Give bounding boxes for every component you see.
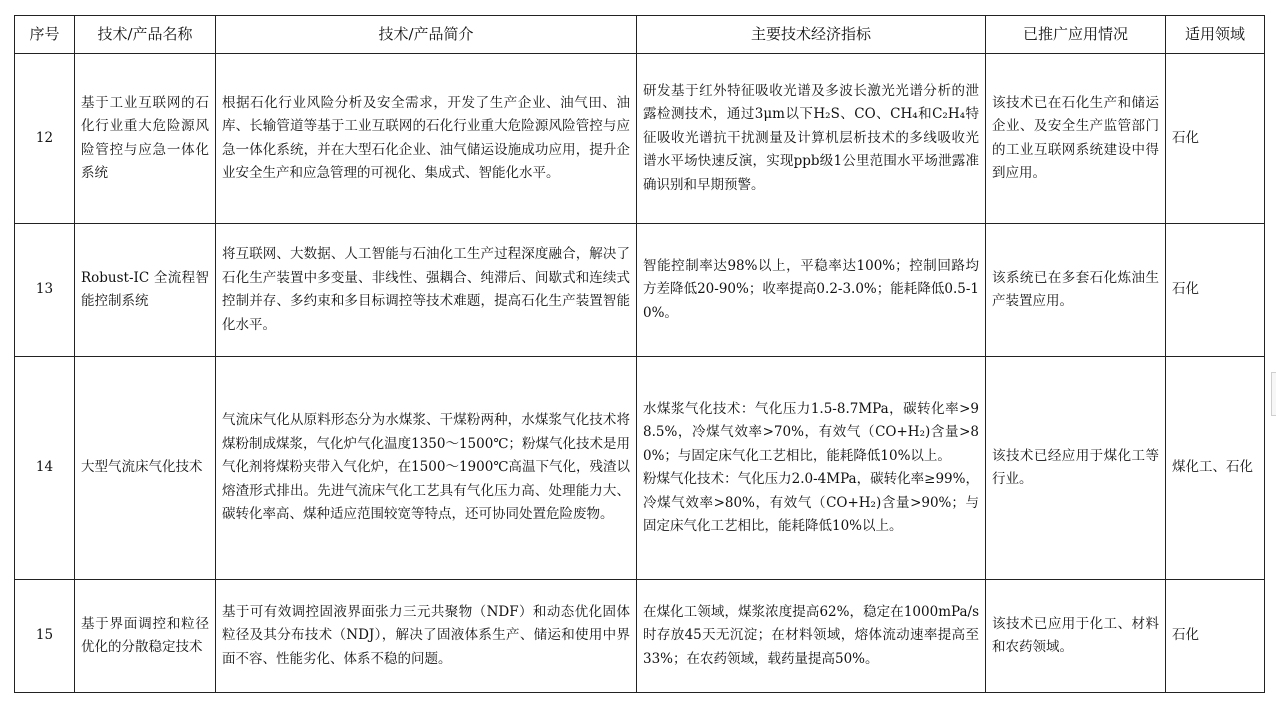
row-number: 14	[15, 357, 75, 580]
technology-table	[14, 15, 1265, 693]
applicable-domain: 石化	[1166, 580, 1265, 693]
product-description: 将互联网、大数据、人工智能与石油化工生产过程深度融合，解决了石化生产装置中多变量、非线性、强耦合、纯滞后、间歇式和连续式控制并存、多约束和多目标调控等技术难题，提高石化生产装置智能化水平。	[216, 224, 637, 357]
product-description: 基于可有效调控固液界面张力三元共聚物（NDF）和动态优化固体粒径及其分布技术（NDJ），解决了固液体系生产、储运和使用中界面不容、性能劣化、体系不稳的问题。	[216, 580, 637, 693]
product-name: 基于工业互联网的石化行业重大危险源风险管控与应急一体化系统	[75, 54, 216, 224]
table-row	[15, 357, 1265, 580]
indicator-paragraph-pulverized-coal: 粉煤气化技术：气化压力2.0-4MPa，碳转化率≥99%，冷煤气效率>80%，有效气（CO+H₂)含量>90%；与固定床气化工艺相比，能耗降低10%以上。	[643, 471, 979, 534]
indicator-paragraph-water-coal: 水煤浆气化技术：气化压力1.5-8.7MPa，碳转化率>98.5%，冷煤气效率>70%，有效气（CO+H₂)含量>80%；与固定床气化工艺相比，能耗降低10%以上。	[643, 400, 979, 464]
header-product-name: 技术/产品名称	[75, 16, 216, 54]
product-name: Robust-IC 全流程智能控制系统	[75, 224, 216, 357]
key-indicators	[637, 357, 986, 580]
indicator-paragraph: 研发基于红外特征吸收光谱及多波长激光光谱分析的泄露检测技术，通过3μm以下H₂S、CO、CH₄和C₂H₄特征吸收光谱抗干扰测量及计算机层析技术的多线吸收光谱水平场快速反演，实现ppb级1公里范围水平场泄露准确识别和早期预警。	[643, 82, 979, 193]
key-indicators	[637, 224, 986, 357]
table-row	[15, 54, 1265, 224]
header-applicable-domain: 适用领域	[1166, 16, 1265, 54]
applicable-domain: 煤化工、石化	[1166, 357, 1265, 580]
key-indicators	[637, 54, 986, 224]
application-status: 该技术已应用于化工、材料和农药领域。	[986, 580, 1166, 693]
header-application-status: 已推广应用情况	[986, 16, 1166, 54]
header-key-indicators: 主要技术经济指标	[637, 16, 986, 54]
table-row	[15, 580, 1265, 693]
key-indicators	[637, 580, 986, 693]
product-description: 气流床气化从原料形态分为水煤浆、干煤粉两种，水煤浆气化技术将煤粉制成煤浆，气化炉气化温度1350～1500℃；粉煤气化技术是用气化剂将煤粉夹带入气化炉，在1500～1900℃高温下气化，残渣以熔渣形式排出。先进气流床气化工艺具有气化压力高、处理能力大、碳转化率高、煤种适应范围较宽等特点，还可协同处置危险废物。	[216, 357, 637, 580]
table-row	[15, 224, 1265, 357]
applicable-domain: 石化	[1166, 224, 1265, 357]
row-number: 13	[15, 224, 75, 357]
applicable-domain: 石化	[1166, 54, 1265, 224]
product-description: 根据石化行业风险分析及安全需求，开发了生产企业、油气田、油库、长输管道等基于工业互联网的石化行业重大危险源风险管控与应急一体化系统，并在大型石化企业、油气储运设施成功应用，提升企业安全生产和应急管理的可视化、集成式、智能化水平。	[216, 54, 637, 224]
application-status: 该技术已在石化生产和储运企业、及安全生产监管部门的工业互联网系统建设中得到应用。	[986, 54, 1166, 224]
row-number: 12	[15, 54, 75, 224]
row-number: 15	[15, 580, 75, 693]
indicator-paragraph: 智能控制率达98%以上，平稳率达100%；控制回路均方差降低20-90%；收率提高0.2-3.0%；能耗降低0.5-10%。	[643, 257, 979, 321]
table-header-row	[15, 16, 1265, 54]
scroll-handle[interactable]	[1271, 372, 1276, 416]
header-product-description: 技术/产品简介	[216, 16, 637, 54]
header-serial-number: 序号	[15, 16, 75, 54]
indicator-paragraph: 在煤化工领域，煤浆浓度提高62%，稳定在1000mPa/s时存放45天无沉淀；在材料领域，熔体流动速率提高至33%；在农药领域，载药量提高50%。	[643, 603, 979, 667]
product-name: 基于界面调控和粒径优化的分散稳定技术	[75, 580, 216, 693]
application-status: 该系统已在多套石化炼油生产装置应用。	[986, 224, 1166, 357]
product-name: 大型气流床气化技术	[75, 357, 216, 580]
application-status: 该技术已经应用于煤化工等行业。	[986, 357, 1166, 580]
